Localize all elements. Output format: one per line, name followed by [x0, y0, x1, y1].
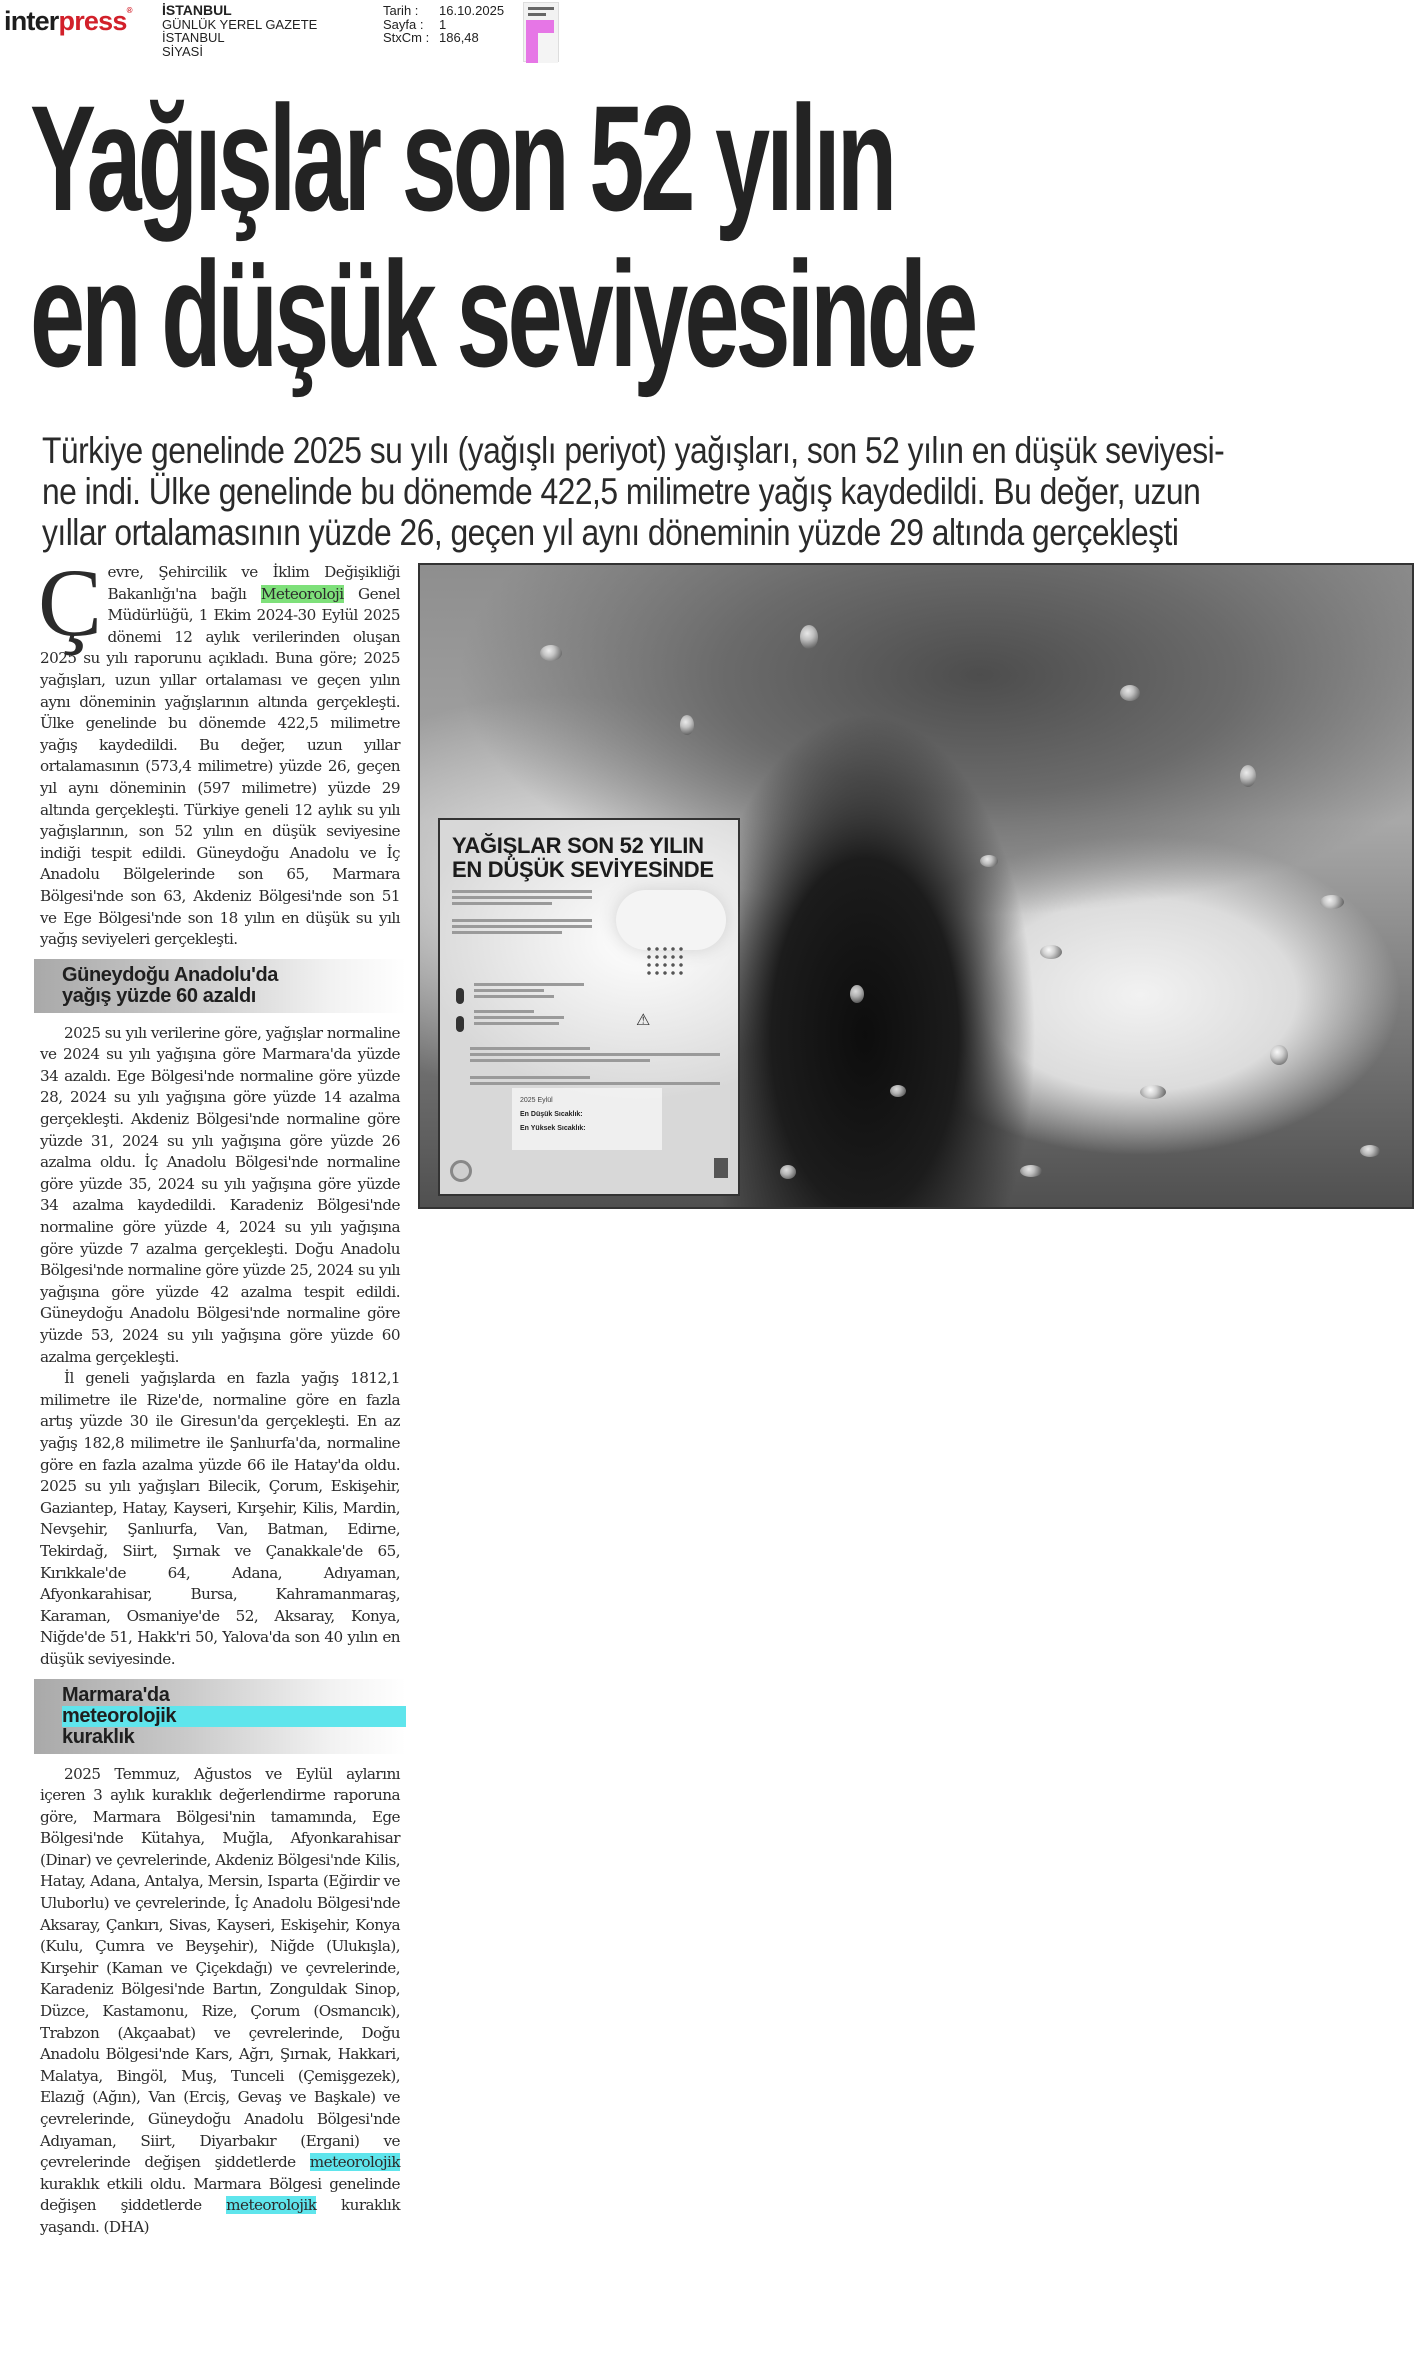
highlighted-keyword: meteorolojik [309, 2153, 400, 2172]
subheading-guneydogu [34, 959, 406, 1013]
raindrop [1020, 1165, 1042, 1177]
raindrop [780, 1165, 796, 1179]
text-line [474, 995, 554, 998]
min-temp-label: En Düşük Sıcaklık: [520, 1111, 583, 1118]
rain-icon [645, 945, 685, 975]
thumbnail-line [528, 13, 546, 16]
raindrop [800, 625, 818, 649]
subheading-line-2 [62, 1706, 406, 1748]
thumbnail-block [538, 33, 558, 63]
meta-value: 186,48 [439, 30, 479, 45]
meta-value: 16.10.2025 [439, 3, 505, 18]
intro-paragraph [38, 549, 400, 951]
text-line [470, 1076, 590, 1079]
intro-text-after: Genel Müdürlüğü, 1 Ekim 2024-30 Eylül 2025 dönemi 12 aylık verilerinden oluşan 2025 su yılı raporunu açıkladı. Buna göre; 2025 yağışları, uzun yıllar ortalaması ve geçen yılın aynı döneminin yağışlarının altında gerçekleşti. Ülke genelinde bu dönemde 422,5 milimetre yağış kaydedildi. Bu değer, uzun yıllar ortalamasının (573,4 milimetre) yüzde 26, geçen yıl aynı döneminin (597 milimetre) yüzde 29 altında gerçekleşti. Türkiye geneli 12 aylık su yılı yağışlarının, son 52 yılın en düşük seviyesine indiği tespit edildi. Güneydoğu Anadolu ve İç Anadolu Bölgelerinde son 65, Marmara Bölgesi'nde son 63, Akdeniz Bölgesi'nde son 51 ve Ege Bölgesi'nde son 18 yılın en düşük su yılı yağış seviyeleri gerçekleşti. [40, 584, 400, 949]
text-line [474, 1010, 534, 1013]
clipping-meta [383, 4, 504, 45]
provincial-paragraph: İl geneli yağışlarda en fazla yağış 1812,1 milimetre ile Rize'de, normaline göre en fazla artış yüzde 30 ile Giresun'da gerçekleşti. En az yağış 182,8 milimetre ile Şanlıurfa'da, normaline göre en fazla azalma yüzde 66 ile Hatay'da oldu. 2025 su yılı yağışları Bilecik, Çorum, Eskişehir, Gaziantep, Hatay, Kayseri, Kırşehir, Kilis, Mardin, Nevşehir, Şanlıurfa, Van, Batman, Edirne, Tekirdağ, Siirt, Şırnak ve Çanakkale'de 65, Kırıkkale'de 64, Adana, Adıyaman, Afyonkarahisar, Bursa, Kahramanmaraş, Karaman, Osmaniye'de 52, Aksaray, Konya, Niğde'de 51, Hakk'ri 50, Yalova'da son 40 yılın en düşük seviyesinde. [40, 1369, 400, 1668]
thumbnail-line [528, 7, 554, 10]
deck-line-3: yıllar ortalamasının yüzde 26, geçen yıl aynı döneminin yüzde 29 altında gerçekleşti [42, 512, 1179, 553]
meta-row-page [383, 18, 504, 32]
meta-key: StxCm : [383, 30, 430, 45]
raindrop [1140, 1085, 1166, 1099]
headline [30, 74, 975, 398]
warning-icon: ⚠ [636, 1012, 651, 1029]
deck-line-2: ne indi. Ülke genelinde bu dönemde 422,5 milimetre yağış kaydedildi. Bu değer, uzun [42, 471, 1201, 512]
infographic-title-line-2: EN DÜŞÜK SEVİYESİNDE [452, 857, 714, 882]
text-line [452, 902, 552, 905]
text-line [474, 983, 584, 986]
rain-photo [418, 563, 1414, 1209]
logo-part-2: press [58, 6, 127, 36]
drought-text-1: 2025 Temmuz, Ağustos ve Eylül aylarını içeren 3 aylık kuraklık değerlendirme raporuna göre, Marmara Bölgesi'nin tamamında, Ege Bölgesi'nde Kütahya, Muğla, Afyonkarahisar (Dinar) ve çevrelerinde, Akdeniz Bölgesi'nde Kilis, Hatay, Adana, Antalya, Mersin, Isparta (Eğirdir ve Uluborlu) ve çevrelerinde, İç Anadolu Bölgesi'nde Aksaray, Çankırı, Sivas, Kayseri, Eskişehir, Konya (Kulu, Çumra ve Beyşehir), Niğde (Ulukışla), Kırşehir (Kaman ve Çiçekdağı) ve çevrelerinde, Karadeniz Bölgesi'nde Bartın, Zonguldak Sinop, Düzce, Kastamonu, Rize, Çorum (Osmancık), Trabzon (Akçaabat) ve çevrelerinde, Doğu Anadolu Bölgesi'nde Kars, Ağrı, Şırnak, Hakkari, Malatya, Bingöl, Muş, Tunceli (Çemişgezek), Elazığ (Ağın), Van (Erciş, Gevaş ve Başkale) ve çevrelerinde, Güneydoğu Anadolu Bölgesi'nde Adıyaman, Siirt, Diyarbakır (Ergani) ve çevrelerinde değişen şiddetlerde [40, 1764, 400, 2172]
meta-value: 1 [439, 16, 447, 32]
infographic-inset [438, 818, 740, 1196]
raindrop [680, 715, 694, 735]
meta-key: Sayfa : [383, 16, 424, 32]
clipping-header [0, 0, 1428, 64]
raindrop [1040, 945, 1062, 959]
subheading-line-2: yağış yüzde 60 azaldı [62, 984, 256, 1007]
text-line [470, 1082, 720, 1085]
mgm-logo-icon [714, 1158, 728, 1178]
infographic-intro-text [452, 890, 592, 934]
publication-category: SİYASİ [162, 43, 203, 59]
infographic-lowest-list [470, 1044, 720, 1088]
logo-part-1: inter [4, 6, 59, 36]
page-thumbnail[interactable] [523, 2, 559, 62]
text-line [452, 931, 562, 934]
text-line [470, 1047, 590, 1050]
raindrop [1360, 1145, 1380, 1157]
raindrop [540, 645, 562, 661]
infographic-title-line-1: YAĞIŞLAR SON 52 YILIN [452, 833, 704, 858]
text-line [452, 896, 592, 899]
drop-cap: Ç [38, 549, 102, 656]
text-line [452, 925, 592, 928]
publication-info [162, 4, 317, 58]
temperature-box [512, 1088, 662, 1150]
publication-city: İSTANBUL [162, 2, 232, 18]
drought-text-3: kuraklık yaşandı. (DHA) [40, 2196, 400, 2236]
subheading-line-1: Güneydoğu Anadolu'da [62, 963, 279, 986]
text-line [470, 1053, 720, 1056]
publication-type: GÜNLÜK YEREL GAZETE [162, 16, 318, 32]
subheading-rest: kuraklık [62, 1725, 135, 1748]
regional-paragraph: 2025 su yılı verilerine göre, yağışlar normaline ve 2024 su yılı yağışına göre Marmara'da yüzde 34 azaldı. Ege Bölgesi'nde normaline göre yüzde 28, 2024 su yılı yağışına göre yüzde 14 azalma gerçekleşti. Akdeniz Bölgesi'nde normaline göre yüzde 31, 2024 su yılı yağışına göre yüzde 26 azalma oldu. İç Anadolu Bölgesi'nde normaline göre yüzde 35, 2024 su yılı yağışına göre yüzde 34 azalma kaydedildi. Karadeniz Bölgesi'nde normaline göre yüzde 4, 2024 su yılı yağışına göre yüzde 7 azalma gerçekleşti. Doğu Anadolu Bölgesi'nde normaline göre yüzde 25, 2024 su yılı yağışına göre yüzde 42 azalma tespit edildi. Güneydoğu Anadolu Bölgesi'nde normaline göre yüzde 53, 2024 su yılı yağışına göre yüzde 60 azalma gerçekleşti. [40, 1023, 400, 1366]
raindrop [850, 985, 864, 1003]
raindrop [1240, 765, 1256, 787]
raindrop [1270, 1045, 1288, 1065]
drought-text-2: kuraklık etkili oldu. Marmara Bölgesi genelinde değişen şiddetlerde [40, 2174, 400, 2215]
thermometer-icon [456, 988, 464, 1004]
headline-line-1: Yağışlar son 52 yılın [30, 74, 894, 242]
cloud-icon [616, 890, 726, 950]
highlighted-keyword: Meteoroloji [260, 584, 344, 603]
meta-key: Tarih : [383, 3, 419, 18]
thermometer-icon [456, 1016, 464, 1032]
raindrop [1120, 685, 1140, 701]
raindrop [890, 1085, 906, 1097]
highlighted-keyword: meteorolojik [226, 2196, 317, 2215]
meta-row-date [383, 4, 504, 18]
publication-region: İSTANBUL [162, 30, 225, 45]
text-line [474, 1022, 559, 1025]
max-temp-label: En Yüksek Sıcaklık: [520, 1125, 586, 1132]
deck [42, 430, 1422, 553]
infographic-stats-text [474, 980, 584, 1028]
deck-line-1: Türkiye genelinde 2025 su yılı (yağışlı periyot) yağışları, son 52 yılın en düşük seviyesi- [42, 430, 1225, 471]
text-line [452, 890, 592, 893]
highlighted-keyword: meteorolojik [62, 1706, 406, 1727]
intro-text-before: evre, Şehircilik ve İklim Değişikliği Bakanlığı'na bağlı [107, 563, 400, 603]
meta-row-stxcm [383, 31, 504, 45]
raindrop [1320, 895, 1344, 909]
subheading-marmara [34, 1679, 406, 1754]
text-line [474, 1016, 564, 1019]
drought-paragraph [40, 1764, 400, 2239]
headline-line-2: en düşük seviyesinde [30, 230, 975, 398]
interpress-logo [4, 6, 132, 37]
temperature-period: 2025 Eylül [520, 1097, 553, 1104]
raindrop [980, 855, 998, 867]
text-line [474, 989, 544, 992]
text-line [452, 919, 592, 922]
subheading-line-1: Marmara'da [62, 1683, 170, 1706]
registered-mark: ® [126, 6, 132, 15]
article-body [38, 549, 400, 2239]
ministry-seal-icon [450, 1160, 472, 1182]
text-line [470, 1059, 650, 1062]
